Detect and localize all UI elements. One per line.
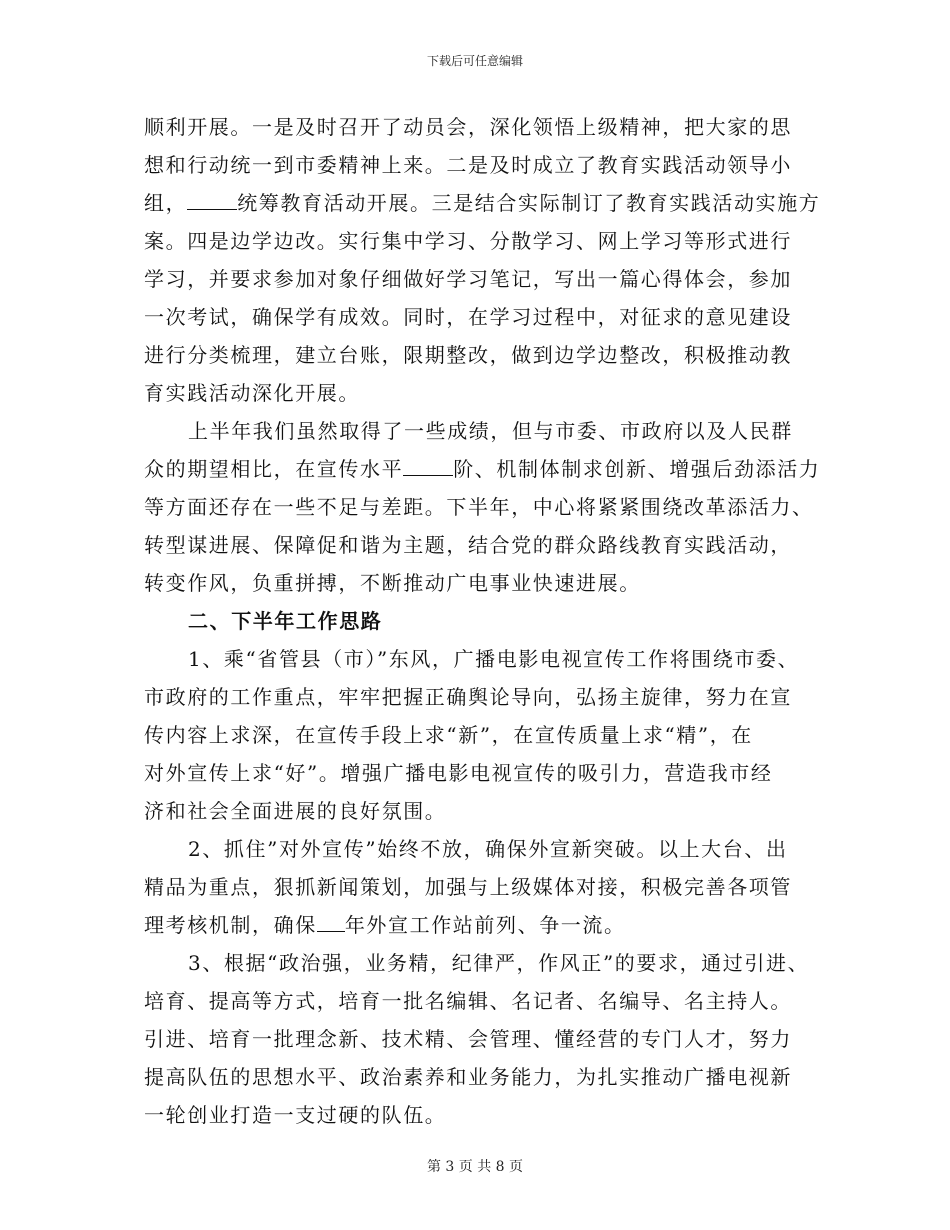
text-segment: 阶、机制体制求创新、增强后劲添活力 bbox=[453, 457, 821, 481]
text-line: 一轮创业打造一支过硬的队伍。 bbox=[144, 1103, 447, 1127]
text-segment: 组， bbox=[144, 191, 188, 215]
text-line: 育实践活动深化开展。 bbox=[144, 381, 360, 405]
text-line: 培育、提高等方式，培育一批名编辑、名记者、名编导、名主持人。 bbox=[144, 989, 792, 1013]
text-line: 转变作风，负重拼搏，不断推动广电事业快速进展。 bbox=[144, 571, 641, 595]
text-line: 学习，并要求参加对象仔细做好学习笔记，写出一篇心得体会，参加 bbox=[144, 267, 792, 291]
page-header: 下载后可任意编辑 bbox=[426, 54, 523, 68]
text-line: 引进、培育一批理念新、技术精、会管理、懂经营的专门人才，努力 bbox=[144, 1027, 792, 1051]
text-line: 3、根据“政治强，业务精，纪律严，作风正”的要求，通过引进、 bbox=[188, 951, 810, 975]
blank-underline bbox=[403, 457, 453, 476]
blank-underline bbox=[317, 913, 345, 932]
text-segment: 统筹教育活动开展。三是结合实际制订了教育实践活动实施方 bbox=[237, 191, 821, 215]
text-line: 进行分类梳理，建立台账，限期整改，做到边学边整改，积极推动教 bbox=[144, 343, 792, 367]
text-segment: 年外宣工作站前列、争一流。 bbox=[344, 913, 626, 937]
text-line: 2、抓住”对外宣传”始终不放，确保外宣新突破。以上大台、出 bbox=[188, 837, 788, 861]
text-line: 转型谋进展、保障促和谐为主题，结合党的群众路线教育实践活动， bbox=[144, 533, 792, 557]
text-line: 市政府的工作重点，牢牢把握正确舆论导向，弘扬主旋律，努力在宣 bbox=[144, 685, 792, 709]
text-line bbox=[144, 450, 834, 488]
text-line: 顺利开展。一是及时召开了动员会，深化领悟上级精神，把大家的思 bbox=[144, 115, 792, 139]
text-line: 济和社会全面进展的良好氛围。 bbox=[144, 799, 447, 823]
blank-underline bbox=[187, 191, 237, 210]
text-line: 精品为重点，狠抓新闻策划，加强与上级媒体对接，积极完善各项管 bbox=[144, 875, 792, 899]
text-line: 想和行动统一到市委精神上来。二是及时成立了教育实践活动领导小 bbox=[144, 153, 792, 177]
text-line: 上半年我们虽然取得了一些成绩，但与市委、市政府以及人民群 bbox=[188, 419, 793, 443]
text-line: 提高队伍的思想水平、政治素养和业务能力，为扎实推动广播电视新 bbox=[144, 1065, 792, 1089]
text-line bbox=[144, 184, 834, 222]
text-line: 对外宣传上求“好”。增强广播电影电视宣传的吸引力，营造我市经 bbox=[144, 761, 773, 785]
text-line: 等方面还存在一些不足与差距。下半年，中心将紧紧围绕改革添活力、 bbox=[144, 495, 814, 519]
text-line: 案。四是边学边改。实行集中学习、分散学习、网上学习等形式进行 bbox=[144, 229, 792, 253]
text-line: 1、乘“省管县（市）”东风，广播电影电视宣传工作将围绕市委、 bbox=[188, 647, 800, 671]
section-heading: 二、下半年工作思路 bbox=[188, 609, 383, 633]
text-line: 一次考试，确保学有成效。同时，在学习过程中，对征求的意见建设 bbox=[144, 305, 792, 329]
text-segment: 众的期望相比，在宣传水平 bbox=[144, 457, 404, 481]
text-line: 传内容上求深，在宣传手段上求“新”，在宣传质量上求“精”，在 bbox=[144, 723, 753, 747]
text-segment: 理考核机制，确保 bbox=[144, 913, 317, 937]
page-footer: 第 3 页 共 8 页 bbox=[426, 1159, 524, 1175]
text-line bbox=[144, 906, 834, 944]
document-body bbox=[144, 108, 834, 1134]
